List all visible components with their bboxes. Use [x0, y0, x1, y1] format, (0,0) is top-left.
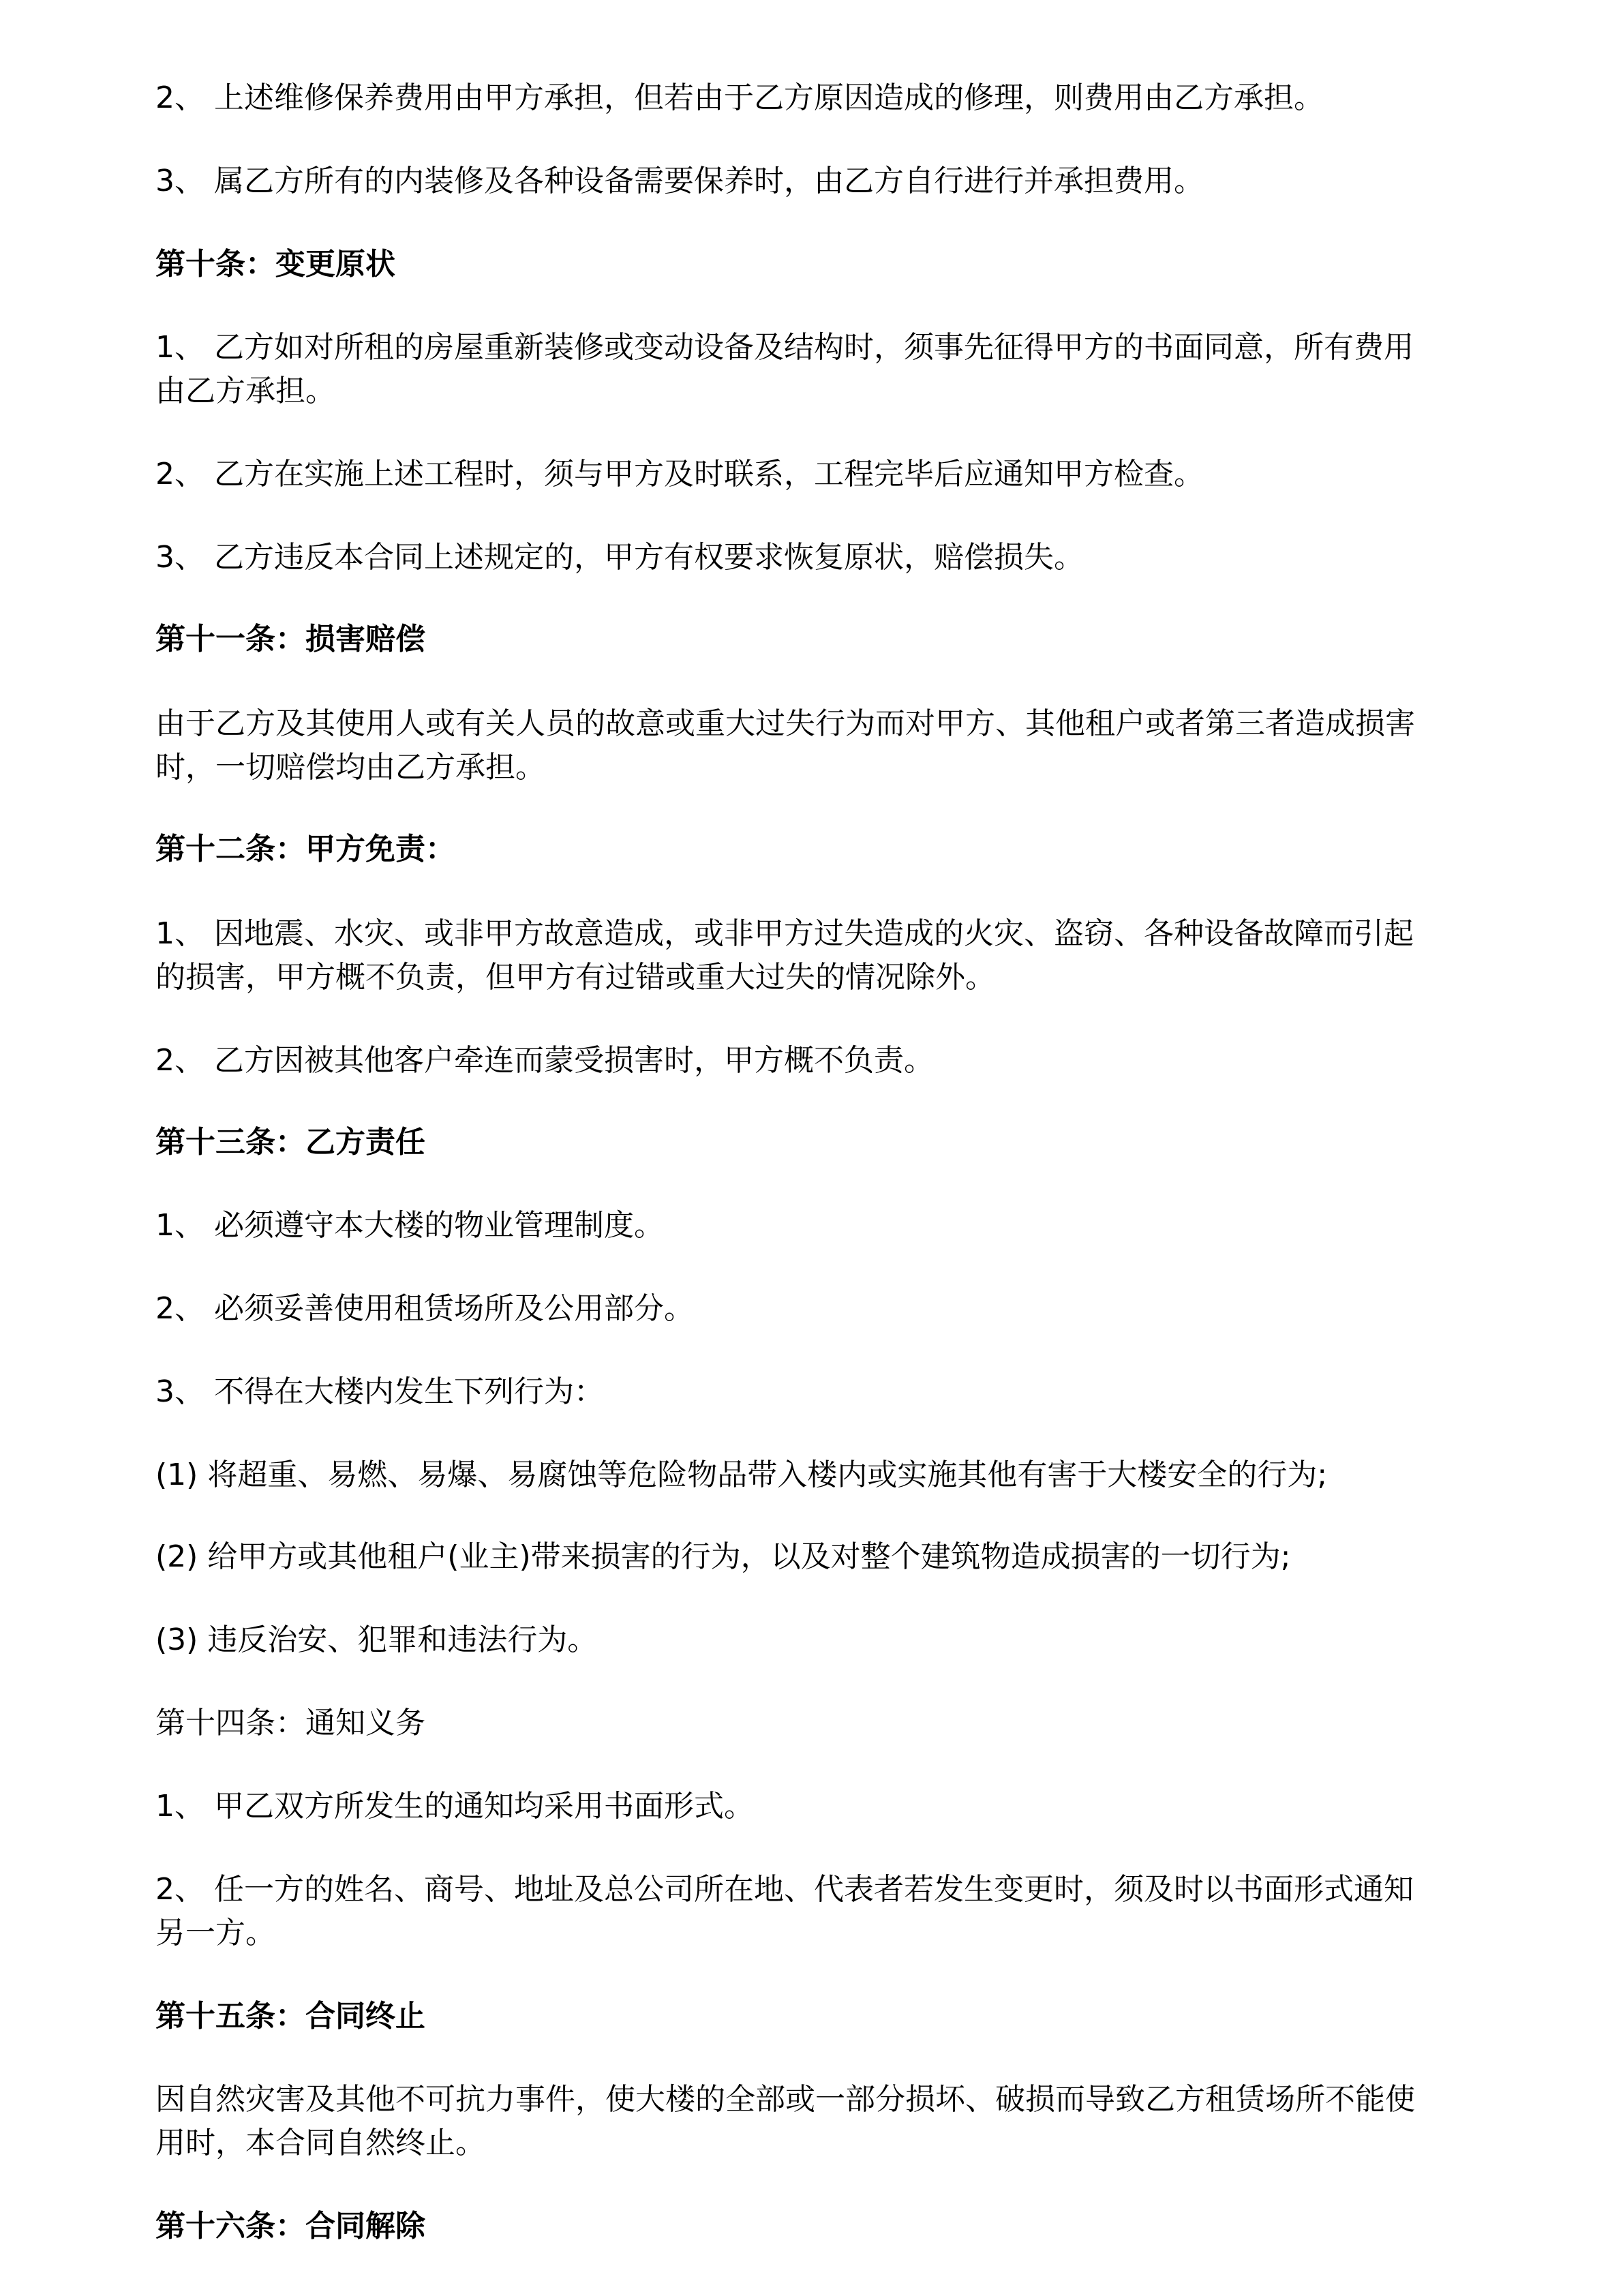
- clause-16-heading: 第十六条：合同解除: [155, 2209, 425, 2244]
- clause-11-body-line-2: 时，一切赔偿均由乙方承担。: [155, 750, 545, 785]
- clause-12-item-2: 2、 乙方因被其他客户牵连而蒙受损害时，甲方概不负责。: [155, 1043, 934, 1078]
- clause-15-body-line-1: 因自然灾害及其他不可抗力事件，使大楼的全部或一部分损坏、破损而导致乙方租赁场所不能使: [155, 2082, 1415, 2117]
- clause-15-heading: 第十五条：合同终止: [155, 1999, 425, 2034]
- clause-10-item-1-line-1: 1、 乙方如对所租的房屋重新装修或变动设备及结构时，须事先征得甲方的书面同意，所有费用: [155, 330, 1414, 365]
- clause-13-subitem-2: (2) 给甲方或其他租户(业主)带来损害的行为，以及对整个建筑物造成损害的一切行为;: [155, 1539, 1291, 1574]
- clause-15-body-line-2: 用时，本合同自然终止。: [155, 2126, 485, 2160]
- clause-12-item-1-line-1: 1、 因地震、水灾、或非甲方故意造成，或非甲方过失造成的火灾、盗窃、各种设备故障而引起: [155, 916, 1414, 951]
- clause-10-item-1-line-2: 由乙方承担。: [155, 374, 335, 408]
- clause-14-item-2-line-2: 另一方。: [155, 1916, 275, 1950]
- clause-11-body-line-1: 由于乙方及其使用人或有关人员的故意或重大过失行为而对甲方、其他租户或者第三者造成损害: [155, 706, 1415, 741]
- clause-13-item-3: 3、 不得在大楼内发生下列行为：: [155, 1374, 604, 1409]
- clause-11-heading: 第十一条：损害赔偿: [155, 622, 425, 656]
- clause-12-item-1-line-2: 的损害，甲方概不负责，但甲方有过错或重大过失的情况除外。: [155, 960, 995, 995]
- clause-13-subitem-3: (3) 违反治安、犯罪和违法行为。: [155, 1622, 598, 1657]
- clause-12-heading: 第十二条：甲方免责：: [155, 832, 455, 866]
- clause-14-heading: 第十四条：通知义务: [155, 1706, 425, 1740]
- clause-13-subitem-1: (1) 将超重、易燃、易爆、易腐蚀等危险物品带入楼内或实施其他有害于大楼安全的行为;: [155, 1457, 1328, 1492]
- clause-9-item-2: 2、 上述维修保养费用由甲方承担，但若由于乙方原因造成的修理，则费用由乙方承担。: [155, 80, 1324, 115]
- clause-9-item-3: 3、 属乙方所有的内装修及各种设备需要保养时，由乙方自行进行并承担费用。: [155, 164, 1204, 198]
- clause-13-heading: 第十三条：乙方责任: [155, 1125, 425, 1160]
- clause-13-item-1: 1、 必须遵守本大楼的物业管理制度。: [155, 1208, 664, 1243]
- clause-13-item-2: 2、 必须妥善使用租赁场所及公用部分。: [155, 1291, 694, 1326]
- clause-10-item-3: 3、 乙方违反本合同上述规定的，甲方有权要求恢复原状，赔偿损失。: [155, 540, 1084, 575]
- clause-14-item-1: 1、 甲乙双方所发生的通知均采用书面形式。: [155, 1789, 754, 1824]
- clause-14-item-2-line-1: 2、 任一方的姓名、商号、地址及总公司所在地、代表者若发生变更时，须及时以书面形式通知: [155, 1872, 1414, 1907]
- clause-10-item-2: 2、 乙方在实施上述工程时，须与甲方及时联系，工程完毕后应通知甲方检查。: [155, 457, 1204, 492]
- clause-10-heading: 第十条：变更原状: [155, 247, 395, 282]
